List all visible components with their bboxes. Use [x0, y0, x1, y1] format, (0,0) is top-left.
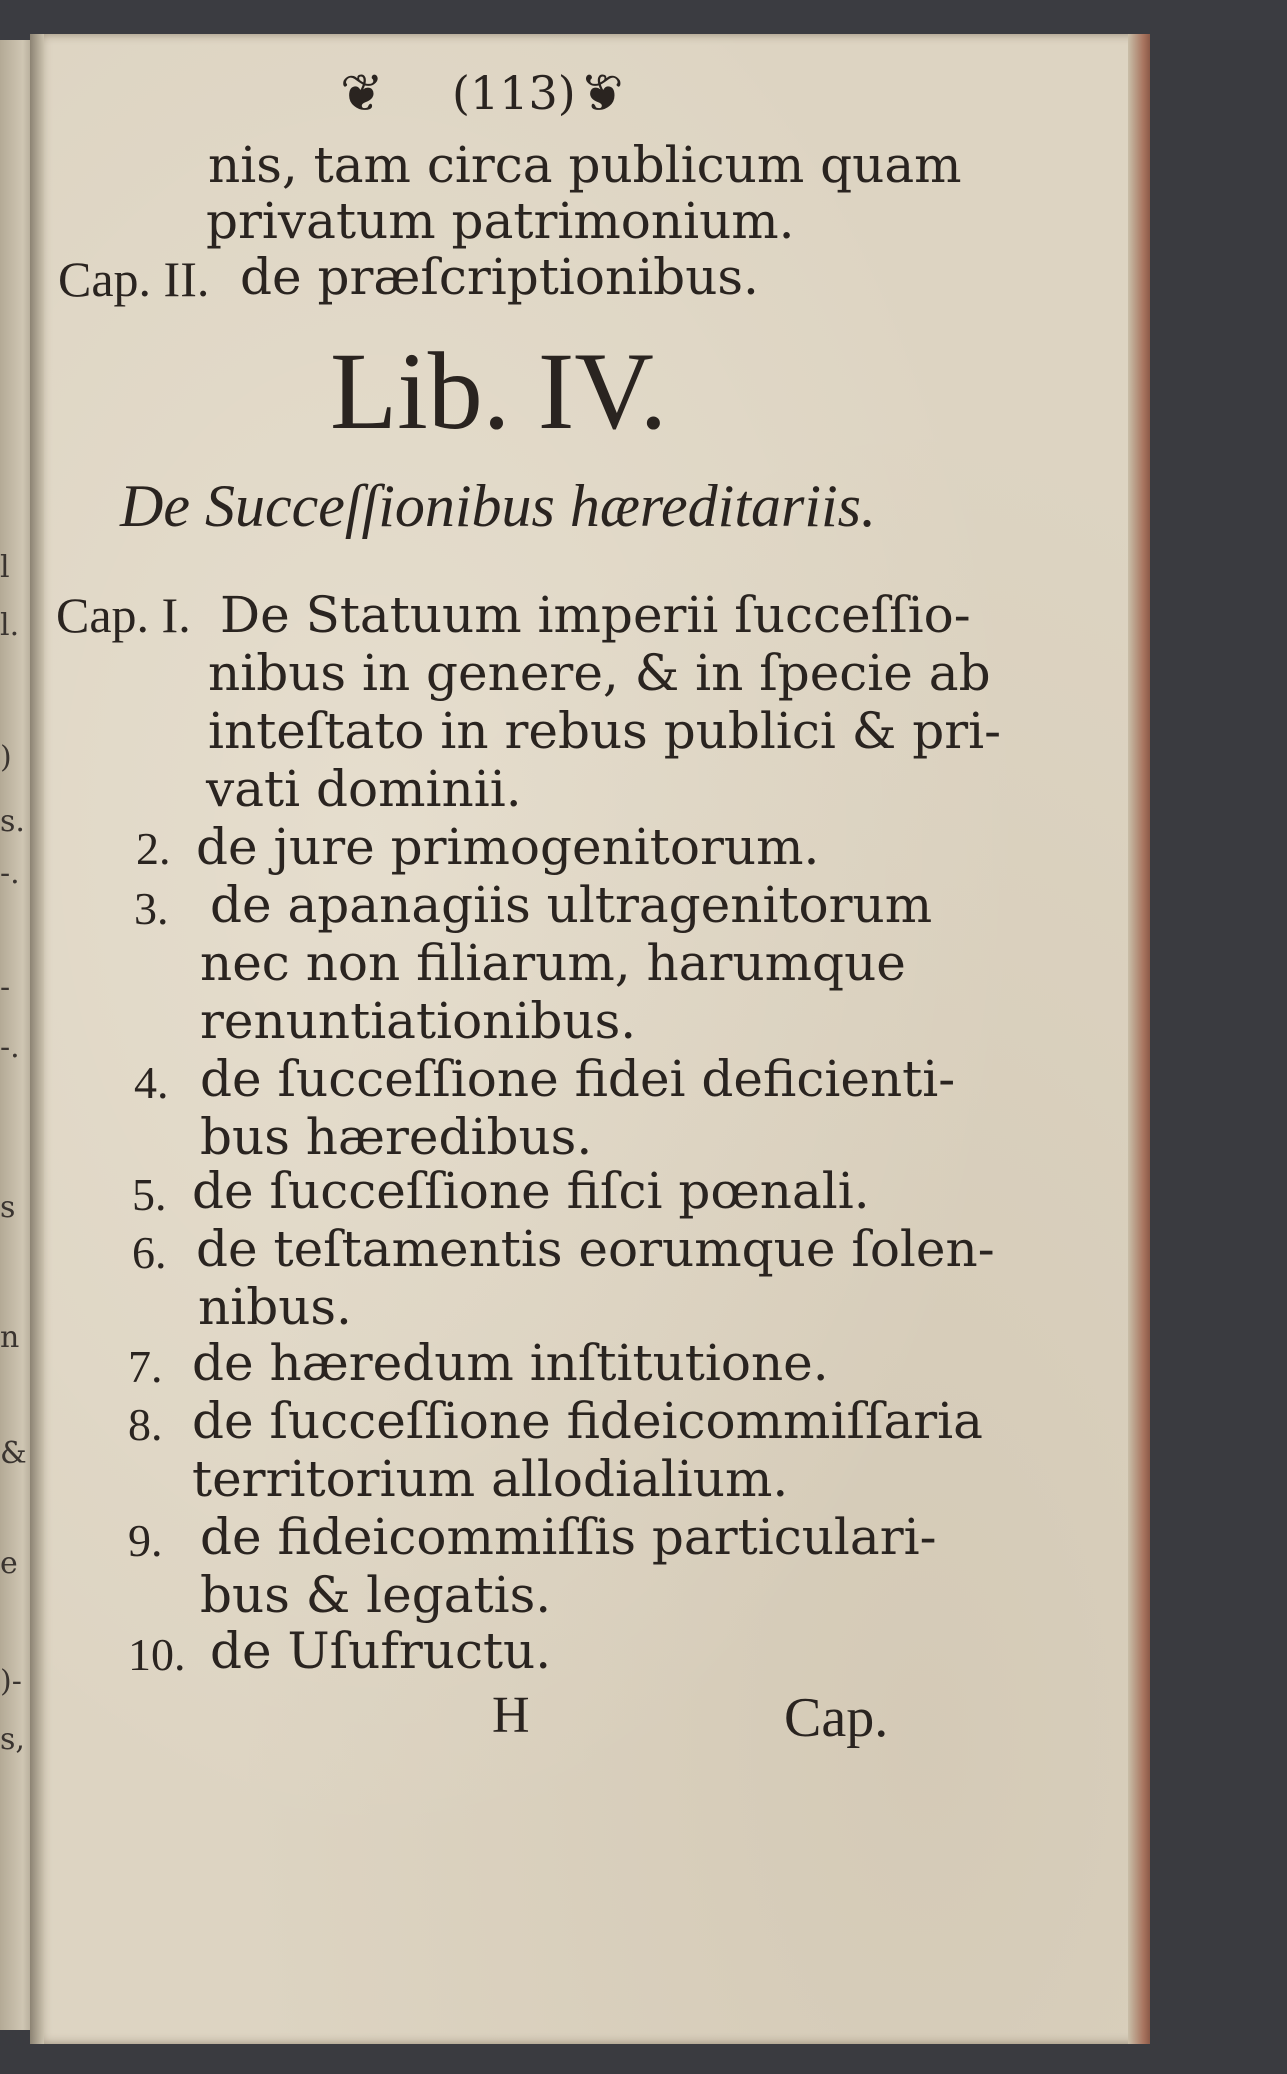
chapter-number: Cap. I. [56, 587, 191, 643]
chapter-line: renuntiationibus. [200, 992, 637, 1050]
left-page-fragment: )- [0, 1664, 22, 1699]
chapter-line: nibus in genere, & in ſpecie ab [208, 644, 991, 702]
chapter-line: de ſucceſſione fideicommiſſaria [192, 1392, 983, 1450]
chapter-number: 8. [128, 1399, 163, 1450]
chapter-line: bus hæredibus. [200, 1108, 593, 1166]
catchword: Cap. [784, 1687, 889, 1749]
chapter-line: de ſucceſſione fiſci pœnali. [192, 1162, 870, 1220]
chapter-line: de Uſufructu. [210, 1622, 552, 1680]
chapter-line: de teſtamentis eorumque ſolen- [196, 1220, 995, 1278]
signature-mark: H [492, 1687, 530, 1744]
chapter-line: de hæredum inſtitutione. [192, 1334, 829, 1392]
chapter-line: territorium allodialium. [192, 1450, 789, 1508]
page-edge [1128, 34, 1150, 2044]
left-page-fragment: - [0, 970, 11, 1005]
left-page-fragment: s, [0, 1722, 25, 1757]
chapter-number: 10. [128, 1629, 186, 1680]
chapter-line: vati dominii. [206, 760, 522, 818]
left-page-fragment: s [0, 1190, 16, 1225]
book-title: Lib. IV. [330, 330, 668, 452]
left-page-fragment: & [0, 1436, 27, 1471]
left-page-fragment: l [0, 550, 10, 585]
chapter-line: de fideicommiſſis particulari- [200, 1508, 937, 1566]
chapter-number: 3. [134, 883, 169, 934]
left-page-fragment: s. [0, 804, 25, 839]
chapter-number: 7. [128, 1341, 163, 1392]
chapter-line: inteſtato in rebus publici & pri- [208, 702, 1001, 760]
header-ornament-left-icon: ❦ [340, 64, 384, 124]
chapter-number: 9. [128, 1515, 163, 1566]
header-ornament-right-icon: ❦ [580, 64, 624, 124]
chapter-number: 4. [134, 1057, 169, 1108]
chapter-line: De Statuum imperii ſucceſſio- [220, 586, 971, 644]
chapter-title: de præſcriptionibus. [240, 248, 759, 306]
chapter-line: nec non filiarum, harumque [200, 934, 906, 992]
chapter-line: de jure primogenitorum. [196, 818, 820, 876]
left-page-fragment: -. [0, 1030, 20, 1065]
left-page-fragment: ) [0, 740, 12, 775]
chapter-line: de ſucceſſione fidei deficienti- [200, 1050, 956, 1108]
chapter-line: nibus. [198, 1278, 352, 1336]
chapter-line: bus & legatis. [200, 1566, 552, 1624]
text-line: nis, tam circa publicum quam [208, 136, 962, 194]
chapter-label: Cap. II. [58, 251, 210, 307]
book-subtitle: De Succeſſionibus hæreditariis. [120, 473, 877, 539]
left-page-fragment: e [0, 1546, 18, 1581]
chapter-number: 6. [132, 1227, 167, 1278]
chapter-line: de apanagiis ultragenitorum [210, 876, 933, 934]
left-page-fragment: n [0, 1320, 20, 1355]
left-page-fragment: -. [0, 856, 20, 891]
page-gutter [30, 34, 44, 2044]
left-page-fragment: l. [0, 608, 20, 643]
chapter-number: 5. [132, 1169, 167, 1220]
chapter-number: 2. [136, 823, 171, 874]
text-line: privatum patrimonium. [206, 192, 795, 250]
page-number: (113) [452, 66, 576, 120]
